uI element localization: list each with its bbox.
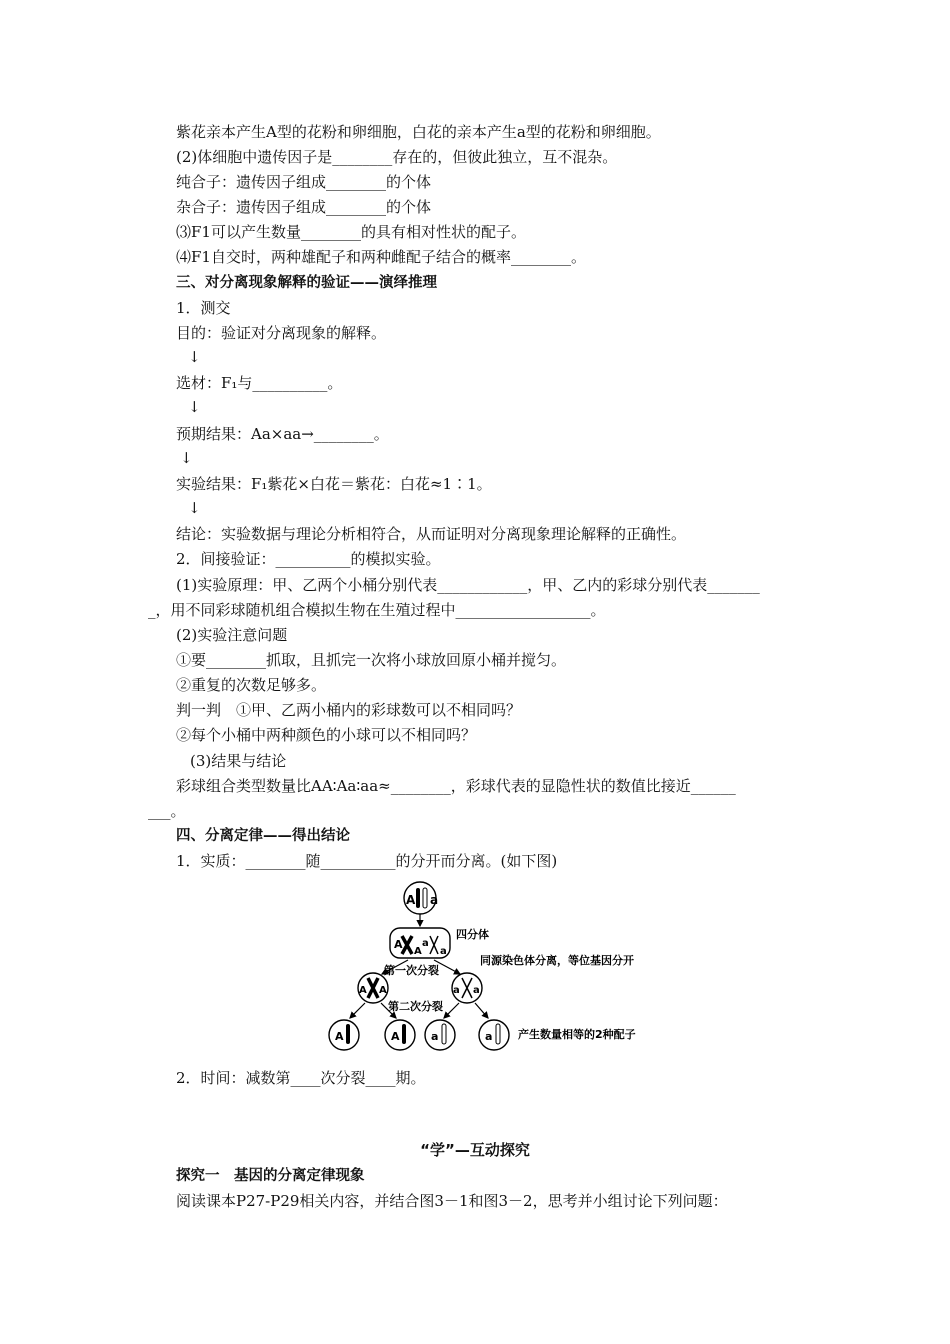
allele-label: a [431, 1030, 439, 1043]
gamete-A [329, 1020, 359, 1050]
label-tetrad: 四分体 [456, 928, 489, 941]
text-line: (2)体细胞中遗传因子是________存在的，但彼此独立，互不混杂。 [176, 148, 618, 166]
section-heading: 四、分离定律——得出结论 [176, 828, 350, 844]
allele-label: A [379, 985, 387, 996]
text-line: ②重复的次数足够多。 [176, 676, 327, 694]
allele-label: a [430, 893, 439, 907]
section-heading: 探究一 基因的分离定律现象 [176, 1168, 365, 1184]
text-line: ⑶F1可以产生数量________的具有相对性状的配子。 [176, 223, 526, 241]
gamete-a [425, 1020, 455, 1050]
text-line: 彩球组合类型数量比AA∶Aa∶aa≈________，彩球代表的显隐性状的数值比接近______ [176, 777, 736, 795]
allele-label: a [440, 946, 447, 957]
text-line: (1)实验原理：甲、乙两个小桶分别代表____________，甲、乙内的彩球分别代表_______ [176, 576, 760, 594]
text-line: 杂合子：遗传因子组成________的个体 [176, 198, 432, 216]
text-line: 预期结果：Aa×aa→________。 [176, 425, 389, 443]
text-line: 判一判 ①甲、乙两小桶内的彩球数可以不相同吗？ [176, 701, 522, 719]
text-line: ⑷F1自交时，两种雄配子和两种雌配子结合的概率________。 [176, 248, 586, 266]
meiosis-diagram [320, 878, 680, 1066]
section-heading: 三、对分离现象解释的验证——演绎推理 [176, 275, 437, 291]
label-homolog: 同源染色体分离，等位基因分开 [480, 954, 634, 967]
label-gametes: 产生数量相等的2种配子 [518, 1028, 636, 1041]
text-line: 紫花亲本产生A型的花粉和卵细胞，白花的亲本产生a型的花粉和卵细胞。 [176, 123, 661, 141]
down-arrow-icon: ↓ [188, 499, 201, 517]
tetrad-cell [390, 928, 450, 958]
secondary-cell-A [358, 973, 388, 1003]
text-line: 阅读课本P27-P29相关内容，并结合图3－1和图3－2，思考并小组讨论下列问题： [176, 1192, 728, 1210]
text-line: 结论：实验数据与理论分析相符合，从而证明对分离现象理论解释的正确性。 [176, 525, 687, 543]
text-line: 2．时间：减数第____次分裂____期。 [176, 1069, 426, 1087]
text-line: 1．实质：________随__________的分开而分离。(如下图) [176, 852, 558, 870]
allele-label: A [406, 893, 416, 907]
allele-label: A [414, 946, 422, 957]
secondary-cell-a [452, 973, 482, 1003]
allele-label: A [391, 1030, 400, 1043]
text-line: ①要________抓取，且抓完一次将小球放回原小桶并搅匀。 [176, 651, 567, 669]
gamete-A [385, 1020, 415, 1050]
allele-label: a [485, 1030, 493, 1043]
down-arrow-icon: ↓ [188, 348, 201, 366]
text-line: 目的：验证对分离现象的解释。 [176, 324, 387, 342]
allele-label: A [359, 985, 367, 996]
parent-cell [404, 882, 438, 914]
down-arrow-icon: ↓ [180, 449, 193, 467]
text-line: ②每个小桶中两种颜色的小球可以不相同吗？ [176, 726, 477, 744]
text-line: 纯合子：遗传因子组成________的个体 [176, 173, 432, 191]
text-line: 1．测交 [176, 299, 231, 317]
text-line: 实验结果：F₁紫花×白花＝紫花：白花≈1∶1。 [176, 475, 492, 493]
label-second-division: 第二次分裂 [388, 1000, 443, 1013]
down-arrow-icon: ↓ [188, 398, 201, 416]
text-line: _，用不同彩球随机组合模拟生物在生殖过程中__________________。 [148, 601, 606, 619]
text-line: 2．间接验证：__________的模拟实验。 [176, 550, 441, 568]
allele-label: a [473, 985, 480, 996]
section-title: “学”—互动探究 [420, 1141, 530, 1159]
text-line: 选材：F₁与__________。 [176, 374, 343, 392]
allele-label: A [394, 938, 403, 951]
allele-label: a [422, 938, 429, 949]
text-line: (2)实验注意问题 [176, 626, 288, 644]
gamete-a [479, 1020, 509, 1050]
allele-label: A [335, 1030, 344, 1043]
allele-label: a [453, 985, 460, 996]
text-line: (3)结果与结论 [190, 752, 287, 770]
text-line: ___。 [148, 802, 186, 820]
label-first-division: 第一次分裂 [384, 964, 439, 977]
